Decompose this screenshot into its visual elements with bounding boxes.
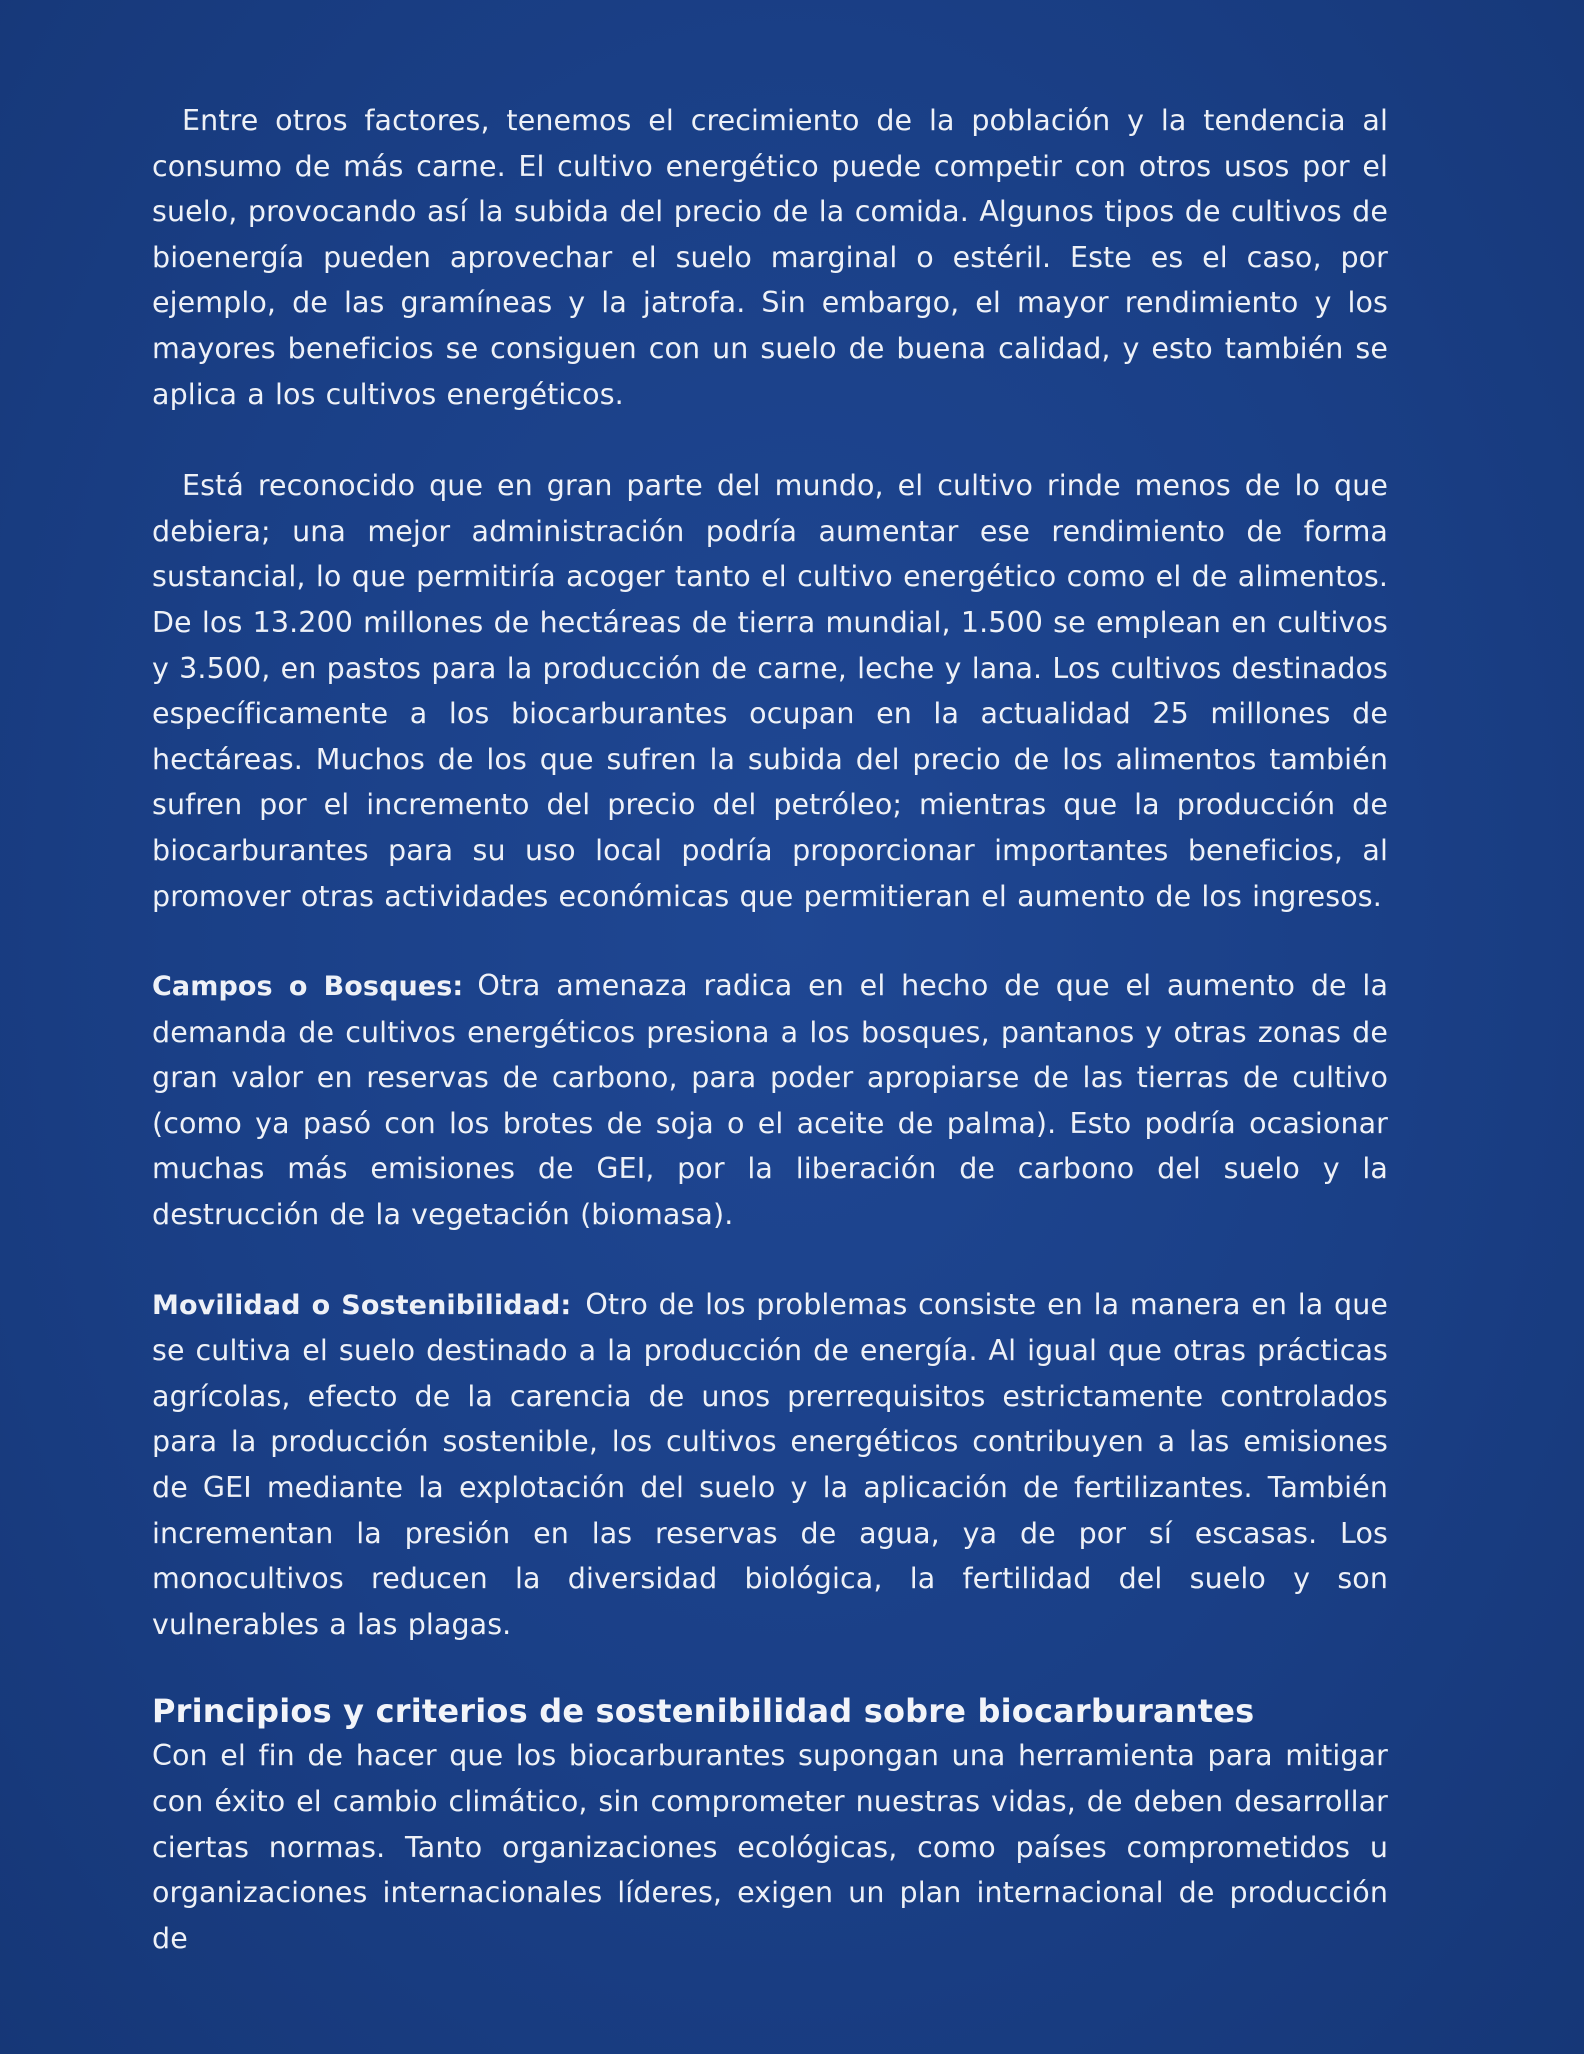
paragraph-sustainability-principles: Con el fin de hacer que los biocarburantes supongan una herramienta para mitigar con éxito el cambio climático, sin comprometer nuestras vidas, de deben desarrollar ciertas normas. Tanto organizaciones ecológicas, como países comprometidos u organizaciones internacionales líderes, exigen un plan internacional de producción de	[152, 1739, 1388, 1955]
text-mobility-or-sustainability: Otro de los problemas consiste en la manera en la que se cultiva el suelo destinado a la producción de energía. Al igual que otras prácticas agrícolas, efecto de la carencia de unos prerrequisitos estrictamente controlados para la producción sostenible, los cultivos energéticos contribuyen a las emisiones de GEI mediante la explotación del suelo y la aplicación de fertilizantes. También incrementan la presión en las reservas de agua, ya de por sí escasas. Los monocultivos reducen la diversidad biológica, la fertilidad del suelo y son vulnerables a las plagas.	[152, 1287, 1388, 1641]
paragraph-mobility-or-sustainability	[152, 1282, 1388, 1648]
paragraph-population-meat: Entre otros factores, tenemos el crecimiento de la población y la tendencia al consumo de más carne. El cultivo energético puede competir con otros usos por el suelo, provocando así la subida del precio de la comida. Algunos tipos de cultivos de bioenergía pueden aprovechar el suelo marginal o estéril. Este es el caso, por ejemplo, de las gramíneas y la jatrofa. Sin embargo, el mayor rendimiento y los mayores beneficios se consiguen con un suelo de buena calidad, y esto también se aplica a los cultivos energéticos.	[152, 104, 1388, 411]
page-content	[152, 98, 1388, 1961]
text-fields-or-forests: Otra amenaza radica en el hecho de que el aumento de la demanda de cultivos energéticos presiona a los bosques, pantanos y otras zonas de gran valor en reservas de carbono, para poder apropiarse de las tierras de cultivo (como ya pasó con los brotes de soja o el aceite de palma). Esto podría ocasionar muchas más emisiones de GEI, por la liberación de carbono del suelo y la destrucción de la vegetación (biomasa).	[152, 969, 1389, 1232]
paragraph-fields-or-forests	[152, 963, 1388, 1238]
section-heading: Principios y criterios de sostenibilidad sobre biocarburantes	[152, 1692, 1255, 1731]
lead-mobility-or-sustainability: Movilidad o Sostenibilidad:	[152, 1289, 572, 1321]
lead-fields-or-forests: Campos o Bosques:	[152, 971, 464, 1003]
paragraph-yield-land-use: Está reconocido que en gran parte del mundo, el cultivo rinde menos de lo que debiera; una mejor administración podría aumentar ese rendimiento de forma sustancial, lo que permitiría acoger tanto el cultivo energético como el de alimentos. De los 13.200 millones de hectáreas de tierra mundial, 1.500 se emplean en cultivos y 3.500, en pastos para la producción de carne, leche y lana. Los cultivos destinados específicamente a los biocarburantes ocupan en la actualidad 25 millones de hectáreas. Muchos de los que sufren la subida del precio de los alimentos también sufren por el incremento del precio del petróleo; mientras que la producción de biocarburantes para su uso local podría proporcionar importantes beneficios, al promover otras actividades económicas que permitieran el aumento de los ingresos.	[152, 469, 1388, 913]
